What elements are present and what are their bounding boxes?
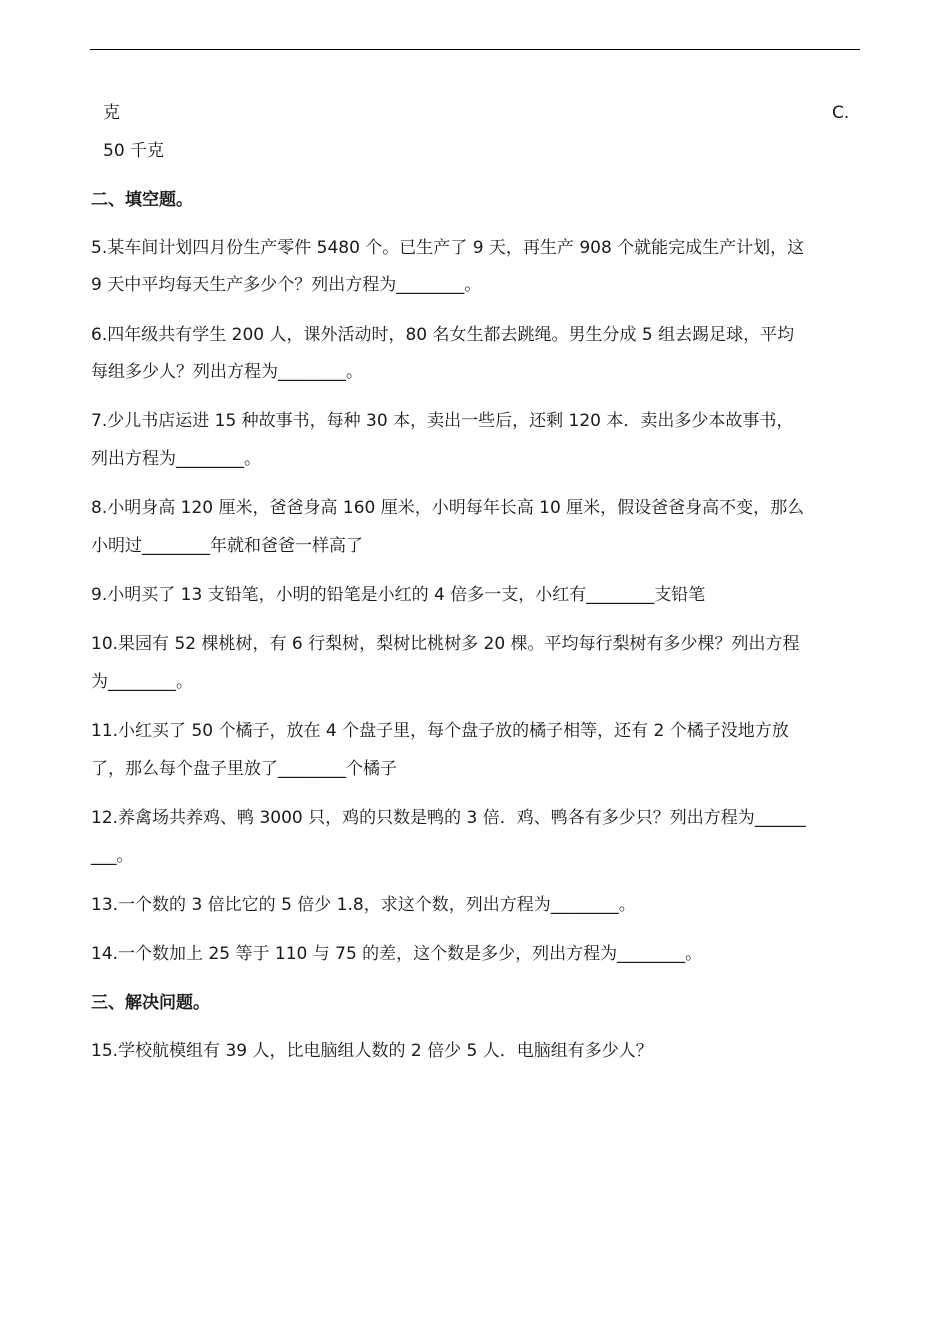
question-13-line-1: 13.一个数的 3 倍比它的 5 倍少 1.8，求这个数，列出方程为________。 xyxy=(91,895,636,915)
question-14-line-1: 14.一个数加上 25 等于 110 与 75 的差，这个数是多少，列出方程为________。 xyxy=(91,944,703,964)
question-8-line-1: 8.小明身高 120 厘米，爸爸身高 160 厘米，小明每年长高 10 厘米，假设爸爸身高不变，那么 xyxy=(91,498,805,518)
question-10-line-1: 10.果园有 52 棵桃树，有 6 行梨树，梨树比桃树多 20 棵。平均每行梨树有多少棵？列出方程 xyxy=(91,634,800,654)
question-11-line-2: 了，那么每个盘子里放了________个橘子 xyxy=(91,759,397,779)
question-6-line-1: 6.四年级共有学生 200 人，课外活动时，80 名女生都去跳绳。男生分成 5 组去踢足球，平均 xyxy=(91,325,795,345)
question-7-line-1: 7.少儿书店运进 15 种故事书，每种 30 本，卖出一些后，还剩 120 本．卖出多少本故事书， xyxy=(91,411,794,431)
question-5-line-2: 9 天中平均每天生产多少个？列出方程为________。 xyxy=(91,275,482,295)
question-6-line-2: 每组多少人？列出方程为________。 xyxy=(91,362,363,382)
question-7-line-2: 列出方程为________。 xyxy=(91,449,261,469)
question-15-line-1: 15.学校航模组有 39 人，比电脑组人数的 2 倍少 5 人．电脑组有多少人？ xyxy=(91,1041,653,1061)
option-c-value: 50 千克 xyxy=(103,141,165,161)
header-rule xyxy=(90,49,860,50)
question-11-line-1: 11.小红买了 50 个橘子，放在 4 个盘子里，每个盘子放的橘子相等，还有 2 个橘子没地方放 xyxy=(91,721,789,741)
question-12-line-1: 12.养禽场共养鸡、鸭 3000 只，鸡的只数是鸭的 3 倍．鸡、鸭各有多少只？列出方程为______ xyxy=(91,808,806,828)
question-12-line-2: ___。 xyxy=(91,846,134,866)
question-8-line-2: 小明过________年就和爸爸一样高了 xyxy=(91,536,363,556)
question-5-line-1: 5.某车间计划四月份生产零件 5480 个。已生产了 9 天，再生产 908 个就能完成生产计划，这 xyxy=(91,238,805,258)
option-c-label: C. xyxy=(832,103,850,123)
question-10-line-2: 为________。 xyxy=(91,672,193,692)
section-solve-heading: 三、解决问题。 xyxy=(91,993,210,1013)
carryover-word: 克 xyxy=(103,103,120,123)
question-9-line-1: 9.小明买了 13 支铅笔，小明的铅笔是小红的 4 倍多一支，小红有________支铅笔 xyxy=(91,585,706,605)
section-fill-blank-heading: 二、填空题。 xyxy=(91,190,193,210)
